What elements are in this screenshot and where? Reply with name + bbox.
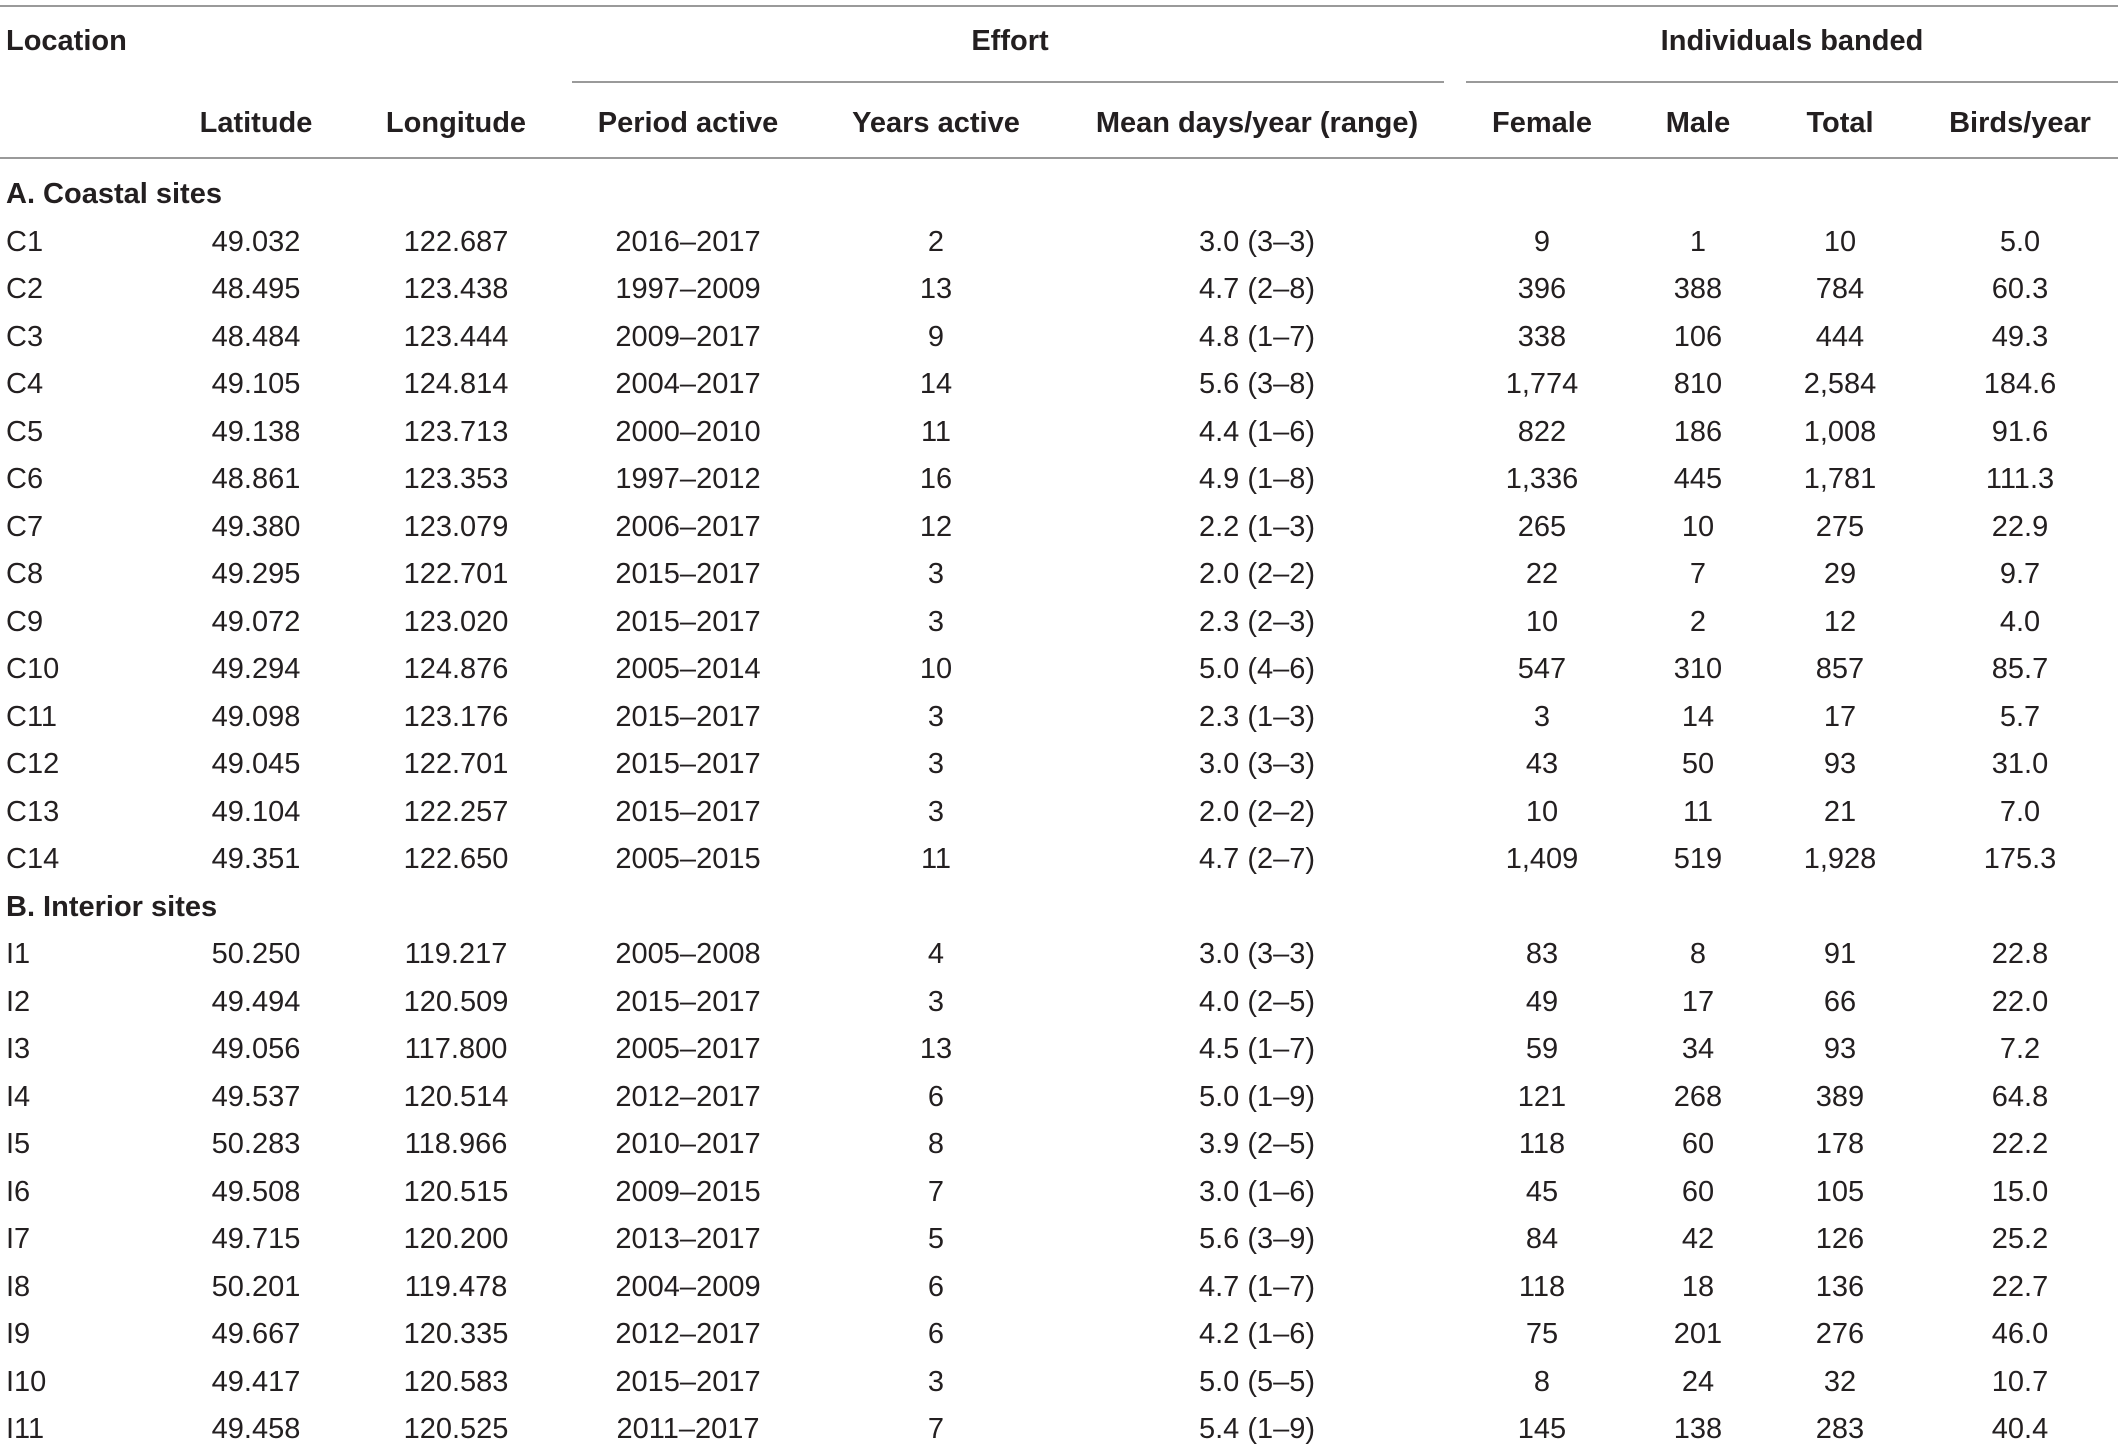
birds-per-year-cell: 22.2: [1991, 1128, 2049, 1160]
longitude-cell: 122.650: [403, 843, 509, 875]
male-cell: 388: [1673, 273, 1723, 305]
years-active-cell: 3: [927, 605, 945, 638]
female-cell: 75: [1525, 1318, 1559, 1350]
period-active-cell: 2015–2017: [615, 1365, 761, 1398]
female-cell: 822: [1517, 415, 1567, 448]
column-header-latitude: Latitude: [199, 107, 313, 139]
period-active-cell: 2010–2017: [615, 1128, 761, 1160]
period-active-cell: 2016–2017: [615, 225, 761, 258]
period-active-cell: 2004–2017: [615, 368, 761, 400]
male-cell: 201: [1673, 1318, 1723, 1350]
site-cell: C11: [6, 700, 58, 733]
mean-days-per-year-cell: 3.0 (3–3): [1198, 748, 1316, 780]
male-cell: 268: [1673, 1080, 1723, 1113]
individuals-banded-header: Individuals banded: [1660, 25, 1924, 57]
period-active-cell: 2005–2014: [615, 653, 761, 685]
total-cell: 389: [1815, 1080, 1865, 1113]
longitude-cell: 123.079: [403, 510, 509, 543]
male-cell: 2: [1689, 605, 1707, 638]
total-cell: 136: [1815, 1270, 1865, 1303]
longitude-cell: 123.020: [403, 605, 509, 638]
period-active-cell: 2013–2017: [615, 1223, 761, 1255]
column-header-male: Male: [1665, 107, 1731, 139]
column-header-total: Total: [1806, 107, 1874, 139]
female-cell: 118: [1518, 1128, 1566, 1160]
period-active-cell: 2012–2017: [615, 1080, 761, 1113]
female-cell: 118: [1518, 1270, 1566, 1303]
total-cell: 178: [1815, 1128, 1865, 1160]
male-cell: 10: [1681, 510, 1715, 543]
mean-days-per-year-cell: 4.4 (1–6): [1198, 415, 1316, 448]
mean-days-per-year-cell: 5.0 (4–6): [1198, 653, 1316, 685]
years-active-cell: 16: [919, 463, 953, 495]
male-cell: 17: [1681, 985, 1715, 1018]
mean-days-per-year-cell: 2.3 (1–3): [1198, 700, 1316, 733]
male-cell: 106: [1673, 320, 1723, 353]
mean-days-per-year-cell: 4.7 (2–7): [1198, 843, 1316, 875]
mean-days-per-year-cell: 4.8 (1–7): [1198, 320, 1316, 353]
birds-per-year-cell: 64.8: [1991, 1080, 2049, 1113]
latitude-cell: 49.138: [211, 415, 301, 448]
birds-per-year-cell: 40.4: [1991, 1413, 2049, 1445]
years-active-cell: 6: [927, 1080, 945, 1113]
header-bottom-rule: [0, 157, 2118, 159]
female-cell: 1,336: [1505, 463, 1579, 495]
mean-days-per-year-cell: 3.0 (1–6): [1198, 1175, 1316, 1208]
site-cell: C7: [6, 510, 44, 543]
total-cell: 29: [1823, 558, 1857, 590]
birds-per-year-cell: 7.0: [1999, 795, 2041, 828]
site-cell: I7: [6, 1223, 31, 1255]
total-cell: 93: [1823, 748, 1857, 780]
longitude-cell: 120.583: [403, 1365, 509, 1398]
period-active-cell: 2009–2017: [615, 320, 761, 353]
longitude-cell: 122.701: [403, 558, 509, 590]
total-cell: 1,928: [1803, 843, 1877, 875]
birds-per-year-cell: 4.0: [1999, 605, 2041, 638]
birds-per-year-cell: 22.0: [1991, 985, 2049, 1018]
longitude-cell: 124.876: [403, 653, 509, 685]
site-cell: I10: [6, 1365, 47, 1398]
female-cell: 45: [1525, 1175, 1559, 1208]
female-cell: 396: [1517, 273, 1567, 305]
period-active-cell: 2006–2017: [615, 510, 761, 543]
total-cell: 91: [1823, 938, 1857, 970]
birds-per-year-cell: 46.0: [1991, 1318, 2049, 1350]
birds-per-year-cell: 91.6: [1991, 415, 2049, 448]
total-cell: 2,584: [1803, 368, 1877, 400]
mean-days-per-year-cell: 5.0 (5–5): [1198, 1365, 1316, 1398]
latitude-cell: 49.294: [211, 653, 301, 685]
period-active-cell: 2004–2009: [615, 1270, 761, 1303]
male-cell: 34: [1681, 1033, 1715, 1065]
male-cell: 445: [1673, 463, 1723, 495]
site-cell: C12: [6, 748, 60, 780]
mean-days-per-year-cell: 4.0 (2–5): [1198, 985, 1316, 1018]
longitude-cell: 122.687: [403, 225, 509, 258]
site-cell: C8: [6, 558, 44, 590]
period-active-cell: 2015–2017: [615, 795, 761, 828]
latitude-cell: 49.032: [211, 225, 301, 258]
longitude-cell: 120.514: [403, 1080, 509, 1113]
birds-per-year-cell: 175.3: [1983, 843, 2057, 875]
mean-days-per-year-cell: 2.3 (2–3): [1198, 605, 1316, 638]
female-cell: 10: [1525, 795, 1559, 828]
site-cell: C2: [6, 273, 44, 305]
years-active-cell: 5: [927, 1223, 945, 1255]
latitude-cell: 48.484: [211, 320, 301, 353]
longitude-cell: 117.800: [404, 1033, 508, 1065]
location-header: Location: [6, 25, 127, 57]
birds-per-year-cell: 22.8: [1991, 938, 2049, 970]
male-cell: 14: [1681, 700, 1715, 733]
mean-days-per-year-cell: 5.4 (1–9): [1198, 1413, 1316, 1445]
birds-per-year-cell: 10.7: [1991, 1365, 2049, 1398]
section-title: B. Interior sites: [6, 890, 218, 923]
mean-days-per-year-cell: 4.7 (1–7): [1198, 1270, 1316, 1303]
total-cell: 21: [1823, 795, 1857, 828]
site-cell: I5: [6, 1128, 31, 1160]
years-active-cell: 7: [927, 1413, 945, 1445]
site-cell: C10: [6, 653, 60, 685]
years-active-cell: 3: [927, 1365, 945, 1398]
total-cell: 32: [1823, 1365, 1857, 1398]
site-cell: I3: [6, 1033, 31, 1065]
total-cell: 784: [1815, 273, 1865, 305]
total-cell: 17: [1823, 700, 1857, 733]
birds-per-year-cell: 22.9: [1991, 510, 2049, 543]
male-cell: 519: [1673, 843, 1723, 875]
column-header-longitude: Longitude: [385, 107, 527, 139]
latitude-cell: 48.495: [211, 273, 301, 305]
latitude-cell: 49.056: [211, 1033, 301, 1065]
total-cell: 275: [1815, 510, 1865, 543]
period-active-cell: 1997–2009: [615, 273, 761, 305]
birds-per-year-cell: 85.7: [1991, 653, 2049, 685]
banded-group-rule: [1466, 81, 2118, 83]
total-cell: 276: [1815, 1318, 1865, 1350]
latitude-cell: 49.351: [211, 843, 301, 875]
years-active-cell: 3: [927, 795, 945, 828]
female-cell: 1,774: [1505, 368, 1579, 400]
mean-days-per-year-cell: 5.6 (3–8): [1198, 368, 1316, 400]
male-cell: 8: [1689, 938, 1707, 970]
mean-days-per-year-cell: 5.6 (3–9): [1198, 1223, 1316, 1255]
birds-per-year-cell: 15.0: [1991, 1175, 2049, 1208]
years-active-cell: 12: [919, 510, 953, 543]
birds-per-year-cell: 111.3: [1985, 463, 2055, 495]
longitude-cell: 124.814: [403, 368, 509, 400]
years-active-cell: 6: [927, 1270, 945, 1303]
female-cell: 265: [1517, 510, 1567, 543]
mean-days-per-year-cell: 4.2 (1–6): [1198, 1318, 1316, 1350]
site-cell: C6: [6, 463, 44, 495]
period-active-cell: 2005–2015: [615, 843, 761, 875]
female-cell: 83: [1525, 938, 1559, 970]
column-header-female: Female: [1492, 107, 1592, 139]
column-header-years-active: Years active: [852, 107, 1020, 139]
male-cell: 138: [1673, 1413, 1723, 1445]
years-active-cell: 9: [927, 320, 945, 353]
site-cell: I1: [6, 938, 31, 970]
female-cell: 49: [1525, 985, 1559, 1018]
years-active-cell: 3: [927, 985, 945, 1018]
latitude-cell: 50.250: [211, 938, 301, 970]
period-active-cell: 2015–2017: [615, 985, 761, 1018]
female-cell: 43: [1525, 748, 1559, 780]
longitude-cell: 119.217: [404, 938, 508, 970]
site-cell: I2: [6, 985, 31, 1018]
years-active-cell: 3: [927, 558, 945, 590]
years-active-cell: 2: [927, 225, 945, 258]
longitude-cell: 123.353: [403, 463, 509, 495]
mean-days-per-year-cell: 3.0 (3–3): [1198, 225, 1316, 258]
birds-per-year-cell: 7.2: [1999, 1033, 2041, 1065]
longitude-cell: 120.335: [403, 1318, 509, 1350]
mean-days-per-year-cell: 5.0 (1–9): [1198, 1080, 1316, 1113]
mean-days-per-year-cell: 2.0 (2–2): [1198, 558, 1316, 590]
period-active-cell: 1997–2012: [615, 463, 761, 495]
period-active-cell: 2005–2008: [615, 938, 761, 970]
mean-days-per-year-cell: 4.9 (1–8): [1198, 463, 1316, 495]
total-cell: 105: [1815, 1175, 1865, 1208]
female-cell: 22: [1525, 558, 1559, 590]
period-active-cell: 2015–2017: [615, 605, 761, 638]
site-cell: C3: [6, 320, 44, 353]
longitude-cell: 123.713: [403, 415, 509, 448]
latitude-cell: 49.715: [211, 1223, 301, 1255]
male-cell: 11: [1682, 795, 1714, 828]
male-cell: 18: [1681, 1270, 1715, 1303]
latitude-cell: 49.380: [211, 510, 301, 543]
male-cell: 1: [1689, 225, 1707, 258]
total-cell: 66: [1823, 985, 1857, 1018]
female-cell: 3: [1533, 700, 1551, 733]
site-cell: C9: [6, 605, 44, 638]
birds-per-year-cell: 60.3: [1991, 273, 2049, 305]
birds-per-year-cell: 49.3: [1991, 320, 2049, 353]
male-cell: 50: [1681, 748, 1715, 780]
years-active-cell: 4: [927, 938, 945, 970]
total-cell: 10: [1823, 225, 1857, 258]
years-active-cell: 10: [919, 653, 953, 685]
longitude-cell: 122.701: [403, 748, 509, 780]
column-header-period-active: Period active: [597, 107, 779, 139]
site-cell: C13: [6, 795, 60, 828]
mean-days-per-year-cell: 3.0 (3–3): [1198, 938, 1316, 970]
male-cell: 7: [1689, 558, 1707, 590]
longitude-cell: 118.966: [404, 1128, 508, 1160]
male-cell: 186: [1673, 415, 1723, 448]
period-active-cell: 2012–2017: [615, 1318, 761, 1350]
total-cell: 12: [1823, 605, 1857, 638]
section-title: A. Coastal sites: [6, 178, 222, 210]
birds-per-year-cell: 184.6: [1983, 368, 2057, 400]
total-cell: 126: [1815, 1223, 1865, 1255]
site-cell: I9: [6, 1318, 31, 1350]
mean-days-per-year-cell: 2.0 (2–2): [1198, 795, 1316, 828]
years-active-cell: 11: [920, 843, 952, 875]
mean-days-per-year-cell: 3.9 (2–5): [1198, 1128, 1316, 1160]
total-cell: 93: [1823, 1033, 1857, 1065]
female-cell: 338: [1517, 320, 1567, 353]
latitude-cell: 49.045: [211, 748, 301, 780]
longitude-cell: 120.200: [403, 1223, 509, 1255]
site-cell: I11: [6, 1413, 45, 1445]
years-active-cell: 14: [919, 368, 953, 400]
period-active-cell: 2015–2017: [615, 700, 761, 733]
male-cell: 42: [1681, 1223, 1715, 1255]
site-cell: I8: [6, 1270, 31, 1303]
period-active-cell: 2011–2017: [616, 1413, 760, 1445]
birds-per-year-cell: 5.7: [1999, 700, 2041, 733]
site-cell: I6: [6, 1175, 31, 1208]
mean-days-per-year-cell: 2.2 (1–3): [1198, 510, 1316, 543]
total-cell: 857: [1815, 653, 1865, 685]
latitude-cell: 48.861: [211, 463, 301, 495]
years-active-cell: 11: [920, 415, 952, 448]
mean-days-per-year-cell: 4.5 (1–7): [1198, 1033, 1316, 1065]
latitude-cell: 49.508: [211, 1175, 301, 1208]
birds-per-year-cell: 5.0: [1999, 225, 2041, 258]
longitude-cell: 120.515: [403, 1175, 509, 1208]
latitude-cell: 49.105: [211, 368, 301, 400]
female-cell: 8: [1533, 1365, 1551, 1398]
longitude-cell: 120.525: [403, 1413, 509, 1445]
latitude-cell: 50.201: [211, 1270, 301, 1303]
site-cell: C14: [6, 843, 60, 875]
period-active-cell: 2000–2010: [615, 415, 761, 448]
male-cell: 60: [1681, 1175, 1715, 1208]
male-cell: 810: [1673, 368, 1723, 400]
site-cell: I4: [6, 1080, 31, 1113]
longitude-cell: 123.438: [403, 273, 509, 305]
male-cell: 24: [1681, 1365, 1715, 1398]
birds-per-year-cell: 9.7: [1999, 558, 2041, 590]
mean-days-per-year-cell: 4.7 (2–8): [1198, 273, 1316, 305]
column-header-mean-days-per-year: Mean days/year (range): [1095, 107, 1419, 139]
period-active-cell: 2009–2015: [615, 1175, 761, 1208]
longitude-cell: 123.176: [403, 700, 509, 733]
female-cell: 121: [1517, 1080, 1567, 1113]
female-cell: 9: [1533, 225, 1551, 258]
total-cell: 283: [1815, 1413, 1865, 1445]
effort-header: Effort: [971, 25, 1049, 57]
total-cell: 1,781: [1803, 463, 1877, 495]
years-active-cell: 3: [927, 700, 945, 733]
latitude-cell: 49.537: [211, 1080, 301, 1113]
latitude-cell: 49.494: [211, 985, 301, 1018]
female-cell: 145: [1517, 1413, 1567, 1445]
female-cell: 547: [1517, 653, 1567, 685]
effort-group-rule: [572, 81, 1444, 83]
latitude-cell: 49.098: [211, 700, 301, 733]
female-cell: 1,409: [1505, 843, 1579, 875]
total-cell: 1,008: [1803, 415, 1877, 448]
female-cell: 59: [1525, 1033, 1559, 1065]
years-active-cell: 7: [927, 1175, 945, 1208]
male-cell: 310: [1673, 653, 1723, 685]
male-cell: 60: [1681, 1128, 1715, 1160]
total-cell: 444: [1815, 320, 1865, 353]
latitude-cell: 50.283: [211, 1128, 301, 1160]
birds-per-year-cell: 31.0: [1991, 748, 2049, 780]
latitude-cell: 49.295: [211, 558, 301, 590]
latitude-cell: 49.104: [211, 795, 301, 828]
longitude-cell: 123.444: [403, 320, 509, 353]
birds-per-year-cell: 25.2: [1991, 1223, 2049, 1255]
period-active-cell: 2015–2017: [615, 748, 761, 780]
latitude-cell: 49.072: [211, 605, 301, 638]
period-active-cell: 2015–2017: [615, 558, 761, 590]
site-cell: C1: [6, 225, 44, 258]
column-header-birds-per-year: Birds/year: [1949, 107, 2091, 139]
latitude-cell: 49.667: [211, 1318, 301, 1350]
years-active-cell: 3: [927, 748, 945, 780]
top-rule: [0, 5, 2118, 7]
site-cell: C4: [6, 368, 44, 400]
years-active-cell: 8: [927, 1128, 945, 1160]
years-active-cell: 13: [919, 273, 953, 305]
birds-per-year-cell: 22.7: [1991, 1270, 2049, 1303]
site-cell: C5: [6, 415, 44, 448]
longitude-cell: 122.257: [403, 795, 509, 828]
female-cell: 10: [1525, 605, 1559, 638]
latitude-cell: 49.417: [211, 1365, 301, 1398]
latitude-cell: 49.458: [211, 1413, 301, 1445]
period-active-cell: 2005–2017: [615, 1033, 761, 1065]
longitude-cell: 119.478: [404, 1270, 508, 1303]
longitude-cell: 120.509: [403, 985, 509, 1018]
female-cell: 84: [1525, 1223, 1559, 1255]
years-active-cell: 13: [919, 1033, 953, 1065]
years-active-cell: 6: [927, 1318, 945, 1350]
